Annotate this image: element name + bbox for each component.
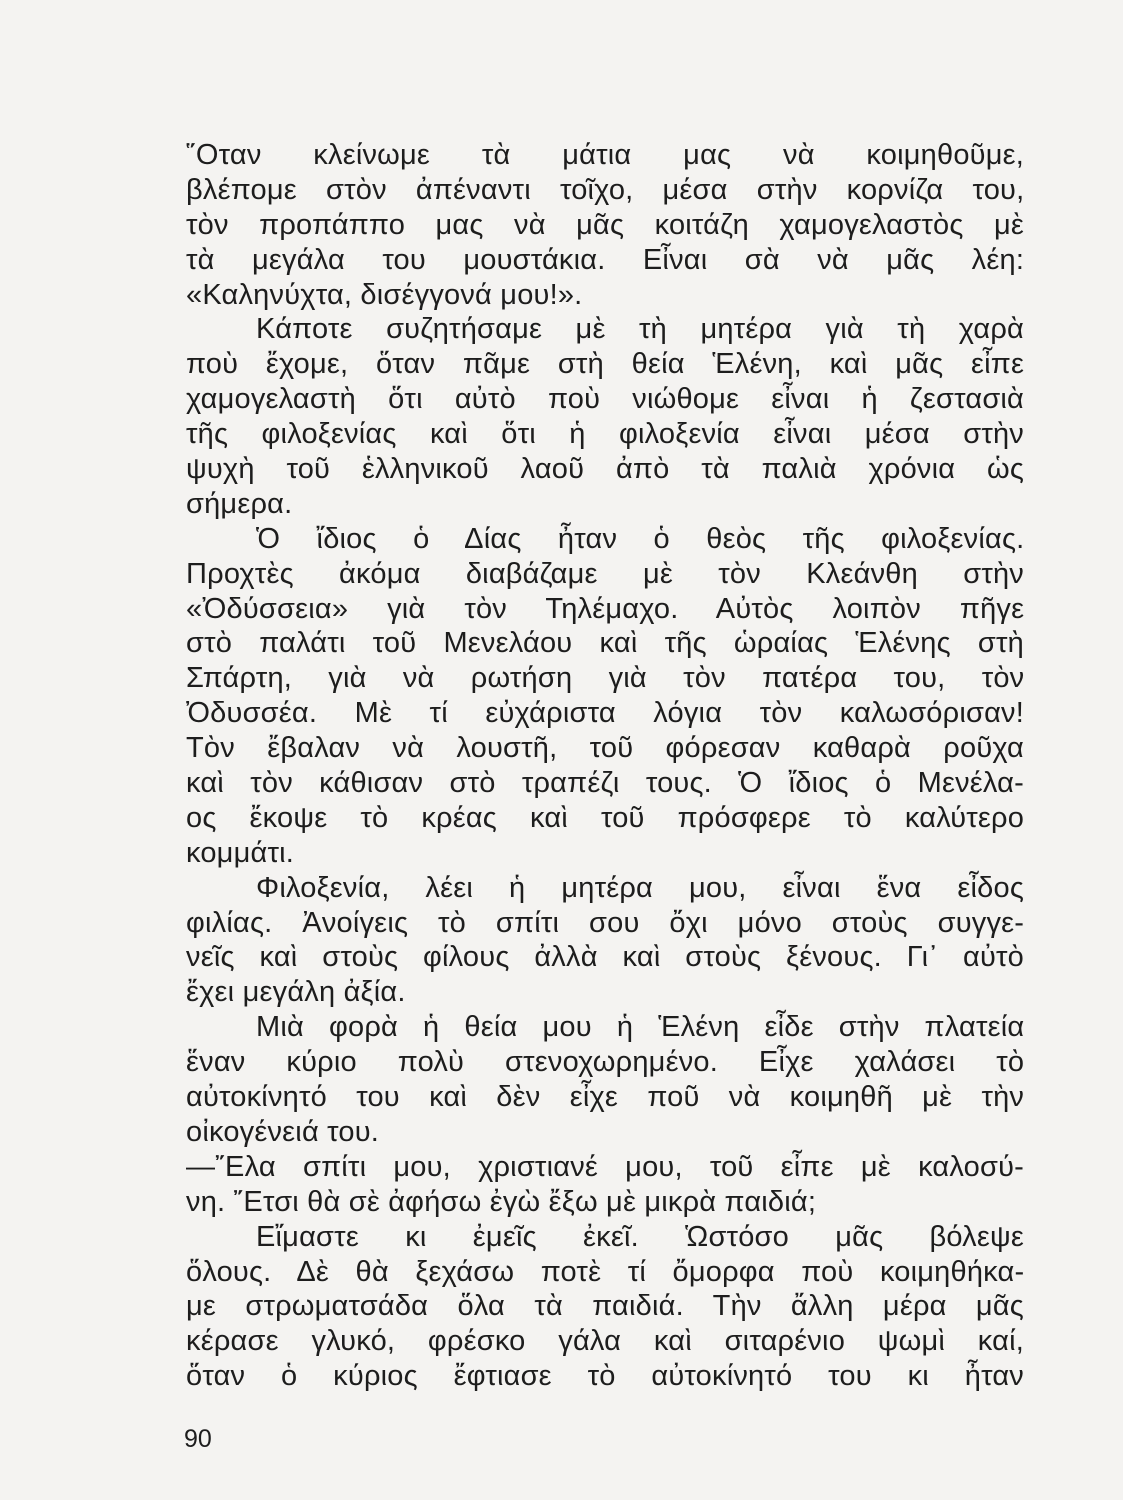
text-line: φιλίας. Ἀνοίγεις τὸ σπίτι σου ὄχι μόνο στοὺς συγγε- [186,906,1025,939]
text-line: ἔχει μεγάλη ἀξία. [186,976,406,1009]
text-line: Ὀδυσσέα. Μὲ τί εὐχάριστα λόγια τὸν καλωσόρισαν! [186,697,1024,730]
text-line: ῞Οταν κλείνωμε τὰ μάτια μας νὰ κοιμηθοῦμε, [186,139,1024,171]
text-line: χαμογελαστὴ ὅτι αὐτὸ ποὺ νιώθομε εἶναι ἡ ζεστασιὰ [186,383,1025,416]
text-line: κομμάτι. [186,836,295,869]
text-line: «Ὀδύσσεια» γιὰ τὸν Τηλέμαχο. Αὐτὸς λοιπὸν πῆγε [186,592,1025,625]
text-line: οἰκογένειά του. [186,1115,380,1148]
text-line: τὸν προπάππο μας νὰ μᾶς κοιτάζη χαμογελαστὸς μὲ [186,208,1024,241]
text-line: ος ἔκοψε τὸ κρέας καὶ τοῦ πρόσφερε τὸ καλύτερο [186,801,1025,834]
text-line: τῆς φιλοξενίας καὶ ὅτι ἡ φιλοξενία εἶναι μέσα στὴν [186,418,1024,451]
text-line: καὶ τὸν κάθισαν στὸ τραπέζι τους. Ὁ ἴδιος ὁ Μενέλα- [186,767,1024,800]
text-line: κέρασε γλυκό, φρέσκο γάλα καὶ σιταρένιο ψωμὶ καί, [186,1325,1024,1358]
text-line: «Καληνύχτα, δισέγγονά μου!». [186,278,583,311]
text-line: ποὺ ἔχομε, ὅταν πᾶμε στὴ θεία Ἑλένη, καὶ μᾶς εἶπε [186,348,1025,381]
text-line: βλέπομε στὸν ἀπέναντι τοῖχο, μέσα στὴν κορνίζα του, [186,173,1025,206]
text-line: Εἴμαστε κι ἐμεῖς ἐκεῖ. Ὡστόσο μᾶς βόλεψε [256,1220,1025,1253]
text-line: νη. ῎Ετσι θὰ σὲ ἀφήσω ἐγὼ ἔξω μὲ μικρὰ παιδιά; [186,1185,817,1218]
page-number: 90 [184,1425,212,1453]
body-text [186,138,1024,1394]
text-line: Τὸν ἔβαλαν νὰ λουστῆ, τοῦ φόρεσαν καθαρὰ ροῦχα [186,732,1024,765]
text-line: σήμερα. [186,487,293,520]
text-line: στὸ παλάτι τοῦ Μενελάου καὶ τῆς ὡραίας Ἑλένης στὴ [186,627,1024,660]
text-line: Ὁ ἴδιος ὁ Δίας ἦταν ὁ θεὸς τῆς φιλοξενίας. [256,522,1025,555]
text-line: Σπάρτη, γιὰ νὰ ρωτήση γιὰ τὸν πατέρα του, τὸν [186,662,1025,695]
text-line: ὅλους. Δὲ θὰ ξεχάσω ποτὲ τί ὄμορφα ποὺ κοιμηθήκα- [186,1255,1025,1288]
text-line: αὐτοκίνητό του καὶ δὲν εἶχε ποῦ νὰ κοιμηθῆ μὲ τὴν [186,1081,1025,1114]
text-line: ὅταν ὁ κύριος ἔφτιασε τὸ αὐτοκίνητό του κι ἦταν [186,1360,1024,1393]
text-line: Προχτὲς ἀκόμα διαβάζαμε μὲ τὸν Κλεάνθη στὴν [186,557,1024,590]
text-line: Φιλοξενία, λέει ἡ μητέρα μου, εἶναι ἕνα εἶδος [256,871,1024,904]
text-line: —῎Ελα σπίτι μου, χριστιανέ μου, τοῦ εἶπε μὲ καλοσύ- [186,1150,1024,1183]
text-line: Κάποτε συζητήσαμε μὲ τὴ μητέρα γιὰ τὴ χαρὰ [256,313,1024,346]
text-line: τὰ μεγάλα του μουστάκια. Εἶναι σὰ νὰ μᾶς λέη: [186,243,1025,276]
text-line: Μιὰ φορὰ ἡ θεία μου ἡ Ἑλένη εἶδε στὴν πλατεία [256,1011,1025,1044]
text-line: ψυχὴ τοῦ ἑλληνικοῦ λαοῦ ἀπὸ τὰ παλιὰ χρόνια ὡς [186,453,1024,486]
text-line: νεῖς καὶ στοὺς φίλους ἀλλὰ καὶ στοὺς ξένους. Γι᾿ αὐτὸ [186,941,1024,974]
text-line: ἕναν κύριο πολὺ στενοχωρημένο. Εἶχε χαλάσει τὸ [186,1046,1025,1079]
text-line: με στρωματσάδα ὅλα τὰ παιδιά. Τὴν ἄλλη μέρα μᾶς [186,1290,1024,1323]
